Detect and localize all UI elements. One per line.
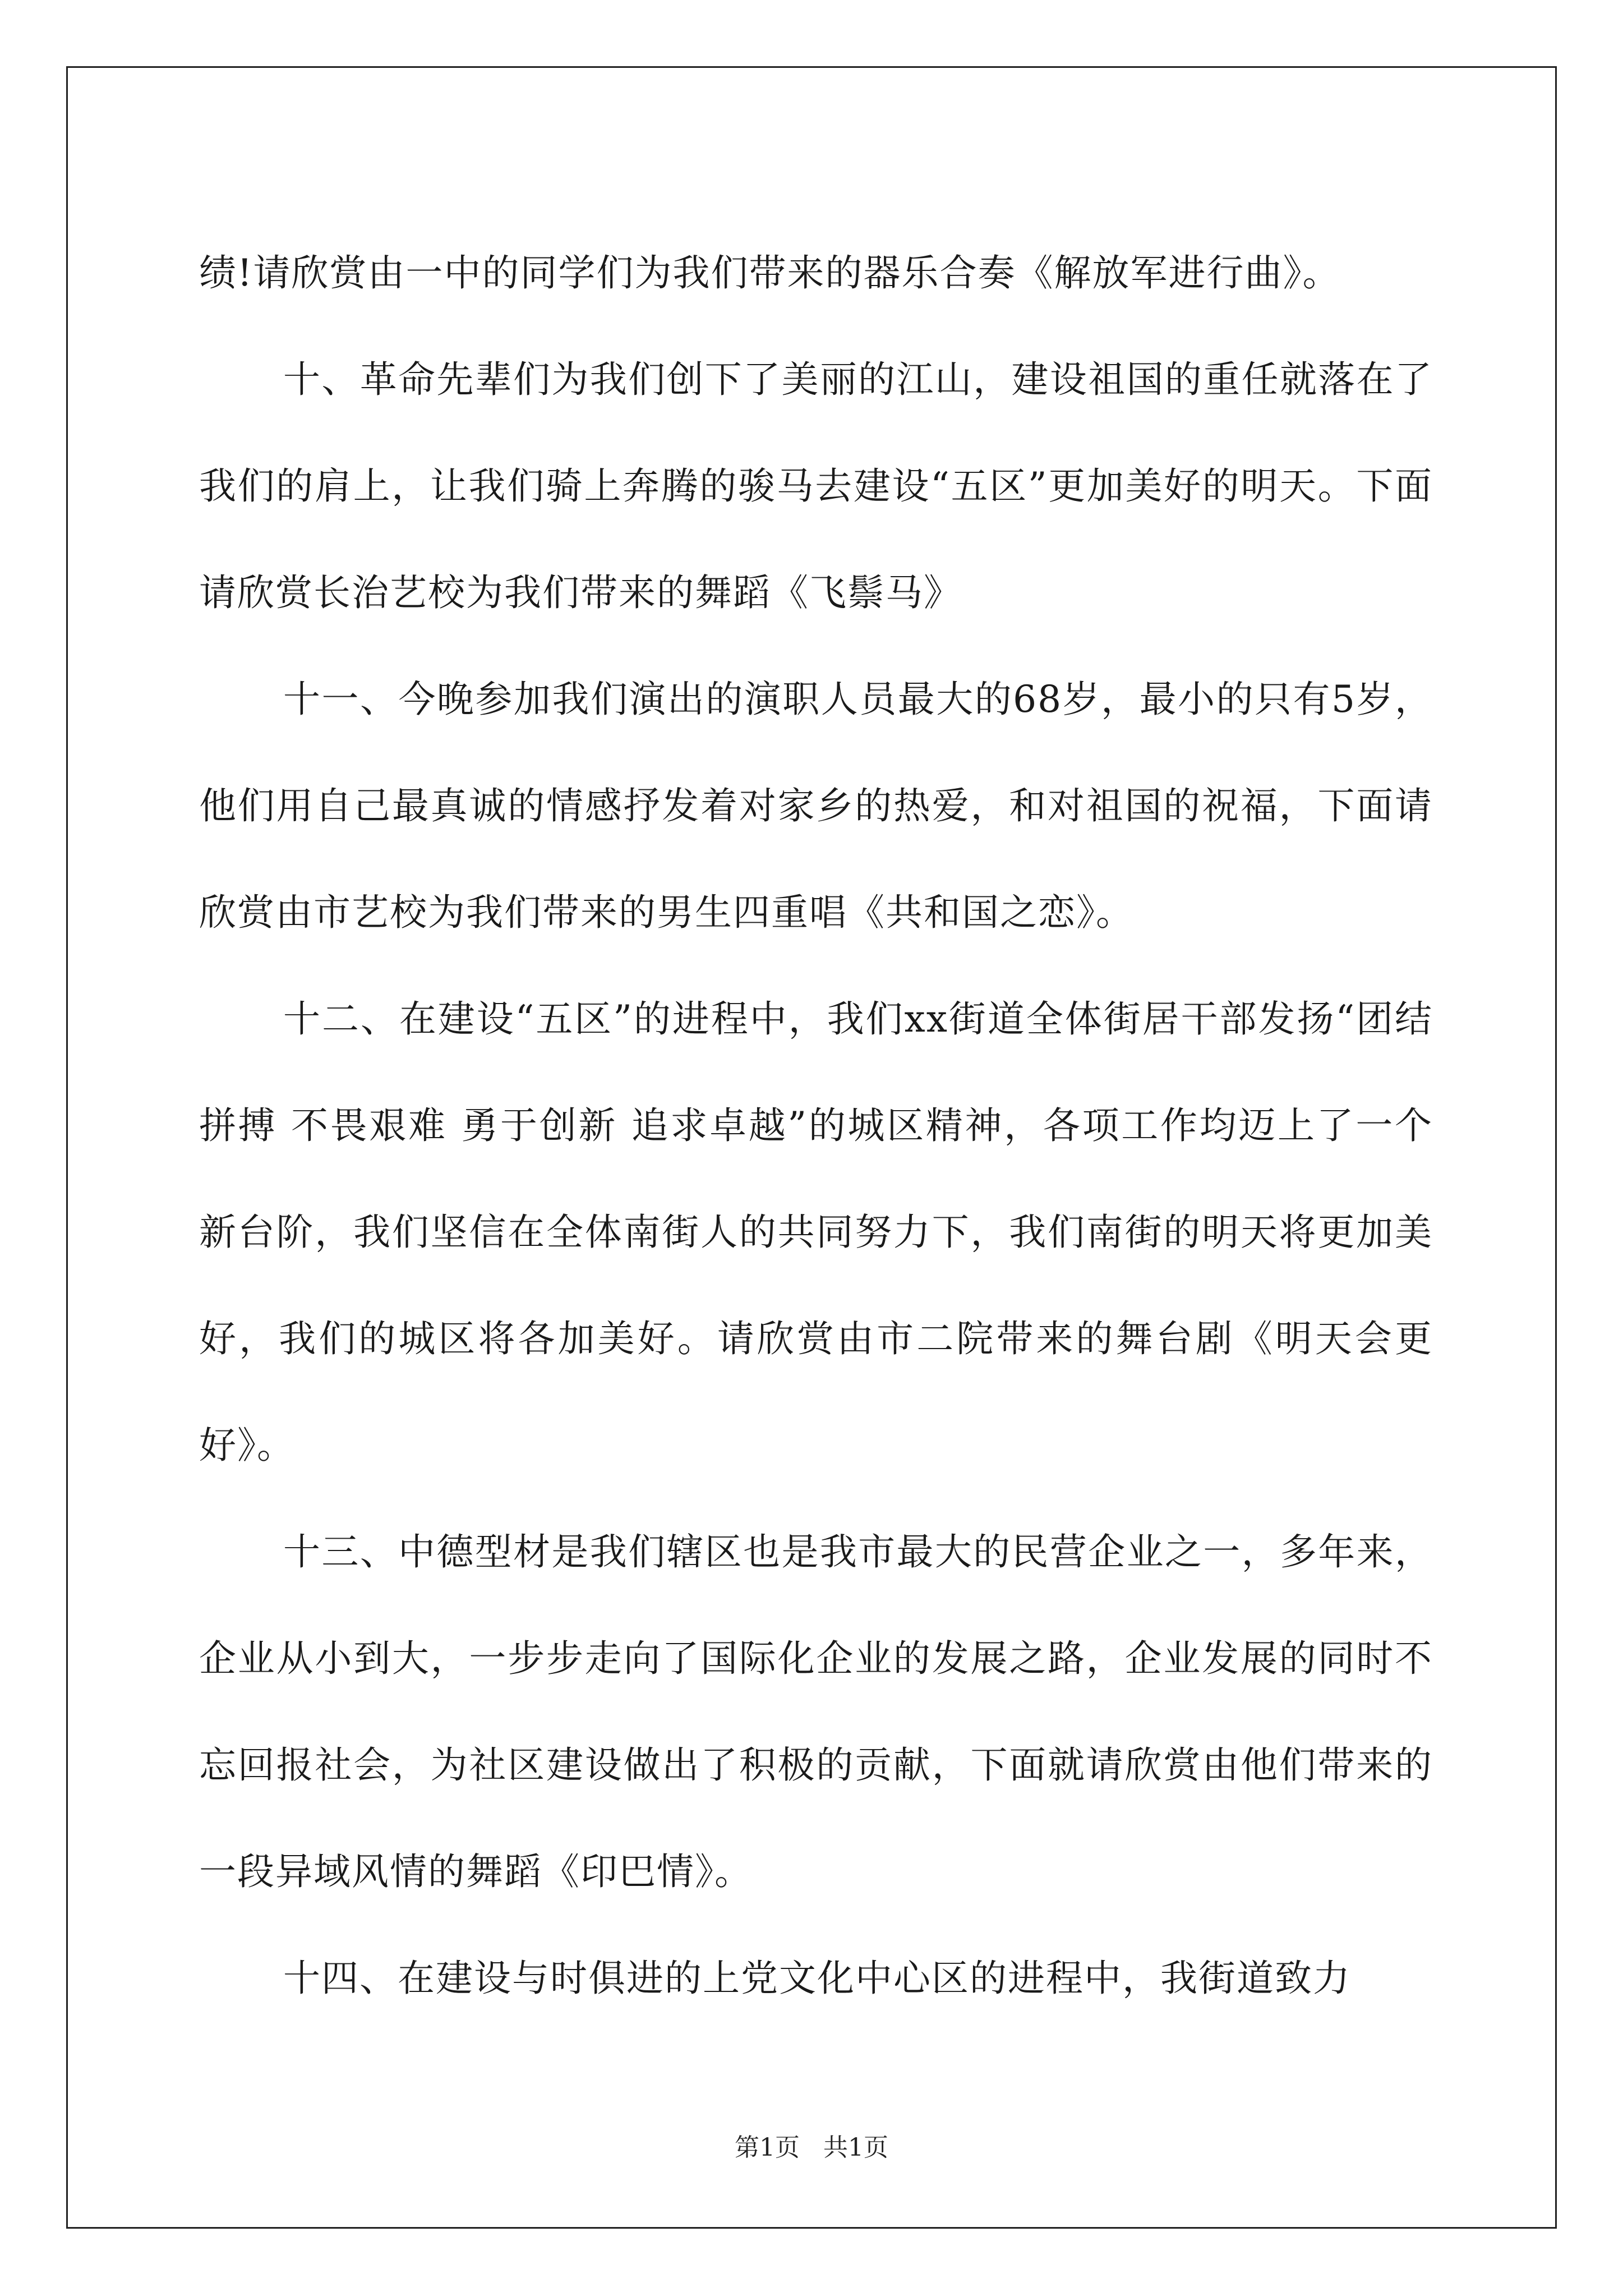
paragraph-1: 绩!请欣赏由一中的同学们为我们带来的器乐合奏《解放军进行曲》。 bbox=[199, 251, 1341, 295]
document-body bbox=[199, 220, 1433, 2032]
paragraph-5: 十三、中德型材是我们辖区也是我市最大的民营企业之一，多年来，企业从小到大，一步步走向了国际化企业的发展之路，企业发展的同时不忘回报社会，为社区建设做出了积极的贡献，下面就请欣赏由他们带来的一段异域风情的舞蹈《印巴情》。 bbox=[199, 1530, 1433, 1893]
paragraph-6: 十四、在建设与时俱进的上党文化中心区的进程中，我街道致力 bbox=[283, 1957, 1351, 2000]
paragraph-4: 十二、在建设“五区”的进程中，我们xx街道全体街居干部发扬“团结拼搏 不畏艰难 勇于创新 追求卓越”的城区精神，各项工作均迈上了一个新台阶，我们坚信在全体南街人的共同努力下，我们南街的明天将更加美好，我们的城区将各加美好。请欣赏由市二院带来的舞台剧《明天会更好》。 bbox=[199, 997, 1433, 1467]
page-number-footer: 第1页 共1页 bbox=[735, 2133, 888, 2162]
paragraph-2: 十、革命先辈们为我们创下了美丽的江山，建设祖国的重任就落在了我们的肩上，让我们骑上奔腾的骏马去建设“五区”更加美好的明天。下面请欣赏长治艺校为我们带来的舞蹈《飞鬃马》 bbox=[199, 358, 1433, 614]
paragraph-3: 十一、今晚参加我们演出的演职人员最大的68岁，最小的只有5岁，他们用自己最真诚的情感抒发着对家乡的热爱，和对祖国的祝福，下面请欣赏由市艺校为我们带来的男生四重唱《共和国之恋》。 bbox=[199, 678, 1433, 934]
